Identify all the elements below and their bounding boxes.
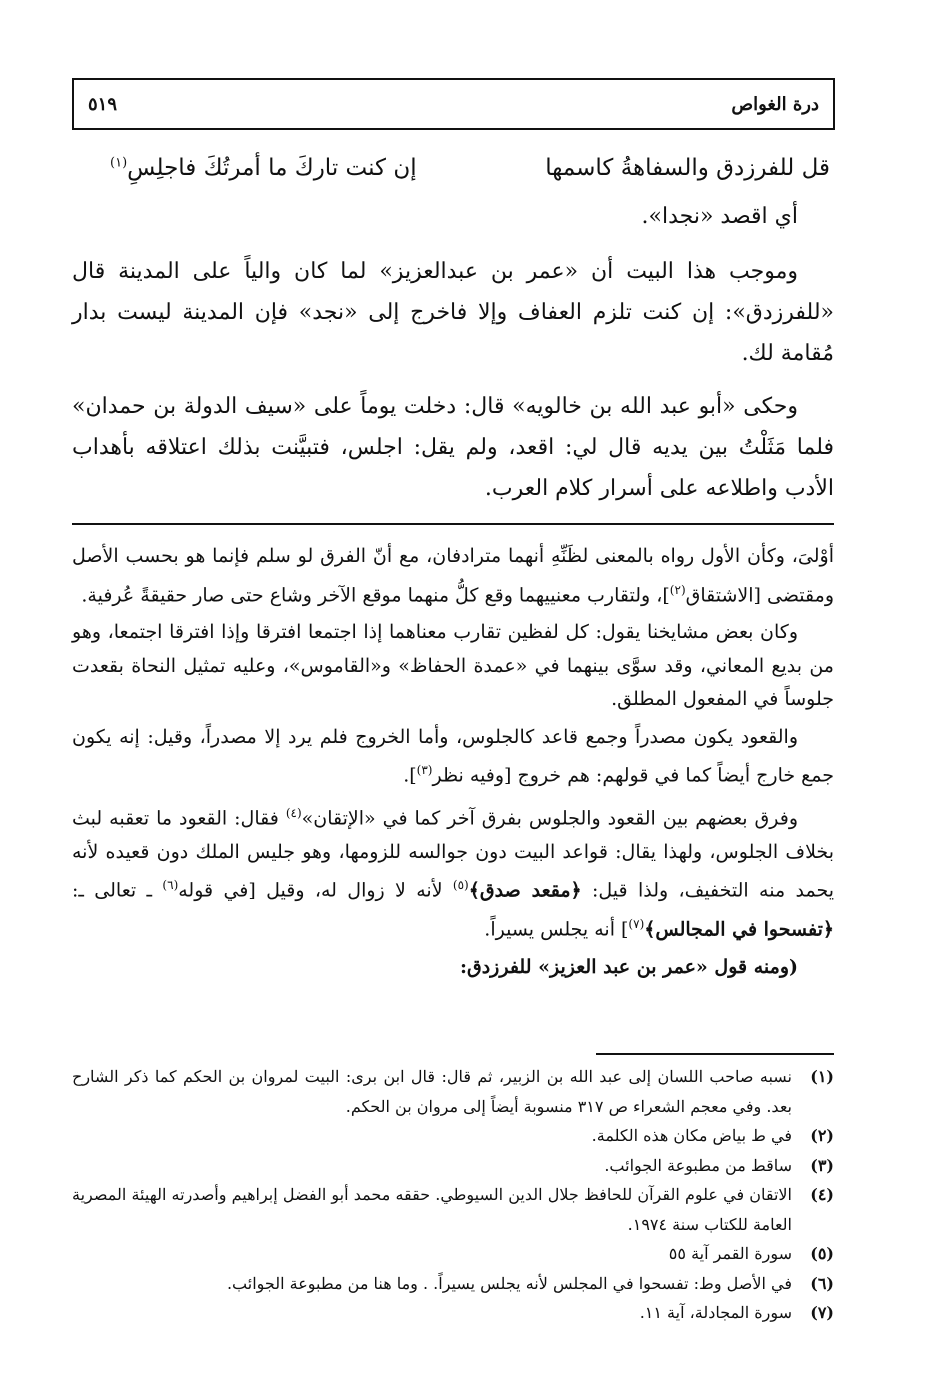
footnote-text: نسبه صاحب اللسان إلى عبد الله بن الزبير، ثم قال: قال ابن برى: البيت لمروان بن الحكم كما ذكر الشارح بعد. وفي معجم الشعراء ص ٣١٧ منسوبة أيضاً إلى مروان بن الحكم. bbox=[72, 1067, 792, 1116]
footnote bbox=[72, 1180, 834, 1239]
footnote-mark: (١) bbox=[110, 155, 128, 171]
verse-first-hemistich bbox=[545, 155, 830, 181]
page-header bbox=[72, 78, 835, 130]
quran-quote: ﴿مقعد صدق﴾ bbox=[468, 879, 582, 902]
main-text bbox=[72, 196, 834, 521]
footnote-mark: (٦) bbox=[162, 878, 179, 893]
section-divider bbox=[72, 523, 834, 525]
commentary-paragraph bbox=[72, 797, 834, 947]
commentary-text: وفرق بعضهم بين القعود والجلوس بفرق آخر كما في «الإتقان» bbox=[301, 807, 798, 830]
footnote bbox=[72, 1298, 834, 1328]
quran-quote: ﴿تفسحوا في المجالس﴾ bbox=[644, 918, 834, 941]
footnote-mark: (٥) bbox=[452, 878, 469, 893]
commentary-text: فقال: القعود ما تعقبه لبث بخلاف الجلوس، ولهذا يقال: قواعد البيت دون جوالسه للزومها، وهو جليس الملك دون قعيده لأنه يحمد منه التخفيف، ولذا قيل: bbox=[72, 807, 834, 902]
footnote-number: (٦) bbox=[810, 1273, 834, 1293]
footnote bbox=[72, 1151, 834, 1181]
footnote-mark: (٧) bbox=[628, 917, 645, 932]
footnote-divider bbox=[596, 1053, 834, 1055]
poetry-verse bbox=[110, 155, 830, 195]
footnote-mark: (٣) bbox=[416, 763, 433, 778]
footnote-text: الاتقان في علوم القرآن للحافظ جلال الدين السيوطي. حققه محمد أبو الفضل إبراهيم وأصدرته الهيئة المصرية العامة للكتاب سنة ١٩٧٤. bbox=[72, 1185, 792, 1234]
footnote-text: سورة المجادلة، آية ١١. bbox=[639, 1303, 792, 1322]
commentary-paragraph: وكان بعض مشايخنا يقول: كل لفظين تقارب معناهما إذا اجتمعا افترقا وإذا افترقا اجتمعا، وهو من بديع المعاني، وقد سوَّى بينهما في «عمدة الحفاظ» و«القاموس»، وعليه تمثيل النحاة بقعدت جلوساً في المفعول المطلق. bbox=[72, 621, 834, 711]
footnote-mark: (٢) bbox=[669, 582, 686, 597]
footnote-number: (٧) bbox=[810, 1303, 834, 1322]
footnote-number: (٣) bbox=[810, 1155, 834, 1175]
footnote-mark: (٤) bbox=[285, 806, 302, 821]
footnote-text: ساقط من مطبوعة الجوائب. bbox=[604, 1155, 792, 1175]
main-paragraph: وموجب هذا البيت أن «عمر بن عبدالعزيز» لما كان والياً على المدينة قال «للفرزدق»: إن كنت تلزم العفاف وإلا فاخرج إلى «نجد» فإن المدينة ليست بدار مُقامة لك. bbox=[72, 259, 834, 366]
commentary-heading: (ومنه قول «عمر بن عبد العزيز» للفرزدق: bbox=[459, 956, 798, 979]
verse-second-hemistich bbox=[110, 155, 417, 181]
commentary-paragraph bbox=[72, 721, 834, 793]
main-paragraph: وحكى «أبو عبد الله بن خالويه» قال: دخلت يوماً على «سيف الدولة بن حمدان» فلما مَثَلْتُ بين يديه قال لي: اقعد، ولم يقل: اجلس، فتبيَّنت بذلك اعتلاقه بأهداب الأدب واطلاعه على أسرار كلام العرب. bbox=[72, 394, 834, 501]
footnote bbox=[72, 1239, 834, 1269]
footnote-number: (٥) bbox=[810, 1244, 834, 1263]
commentary-text: لأنه لا زوال له، وقيل [في قوله bbox=[178, 879, 453, 902]
page-number: ٥١٩ bbox=[88, 93, 118, 115]
verse-second-text: إن كنت تاركَ ما أمرتُكَ فاجلِسِ bbox=[127, 155, 417, 181]
commentary-paragraph bbox=[72, 540, 834, 612]
verse-first-text: قل للفرزدق والسفاهةُ كاسمها bbox=[545, 155, 830, 181]
commentary-text: أوْلىَ، وكأن الأول رواه بالمعنى لظَنِّهِ أنهما مترادفان، مع أنّ الفرق لو سلم فإنما هو بحسب الأصل ومقتضى [الاشتقاق bbox=[72, 545, 834, 606]
commentary-text: والقعود يكون مصدراً وجمع قاعد كالجلوس، وأما الخروج فلم يرد إلا مصدراً، وقيل: إنه يكون جمع خارج أيضاً كما في قولهم: هم خروج [وفيه نظر bbox=[72, 725, 834, 787]
commentary bbox=[72, 540, 834, 989]
footnote-number: (١) bbox=[810, 1067, 834, 1086]
commentary-text: ]، ولتقارب معنييهما وقع كلُّ منهما موقع الآخر وشاع حتى صار حقيقةً عُرفية. bbox=[81, 583, 670, 606]
footnote bbox=[72, 1121, 834, 1151]
footnotes bbox=[72, 1062, 834, 1328]
footnote bbox=[72, 1062, 834, 1121]
commentary-text: ـ تعالى ـ: bbox=[72, 879, 163, 902]
footnote-text: في ط بياض مكان هذه الكلمة. bbox=[591, 1126, 792, 1145]
footnote-number: (٢) bbox=[810, 1126, 834, 1145]
footnote-number: (٤) bbox=[810, 1185, 834, 1204]
running-title: درة الغواص bbox=[731, 93, 819, 115]
verse-gloss: أي اقصد «نجدا». bbox=[641, 204, 798, 229]
commentary-text: ]. bbox=[403, 764, 417, 787]
footnote-text: في الأصل وط: تفسحوا في المجلس لأنه يجلس يسيراً. . وما هنا من مطبوعة الجوائب. bbox=[226, 1273, 792, 1293]
footnote bbox=[72, 1269, 834, 1299]
footnote-text: سورة القمر آية ٥٥ bbox=[668, 1244, 792, 1263]
commentary-text: ] أنه يجلس يسيراً. bbox=[484, 918, 629, 941]
